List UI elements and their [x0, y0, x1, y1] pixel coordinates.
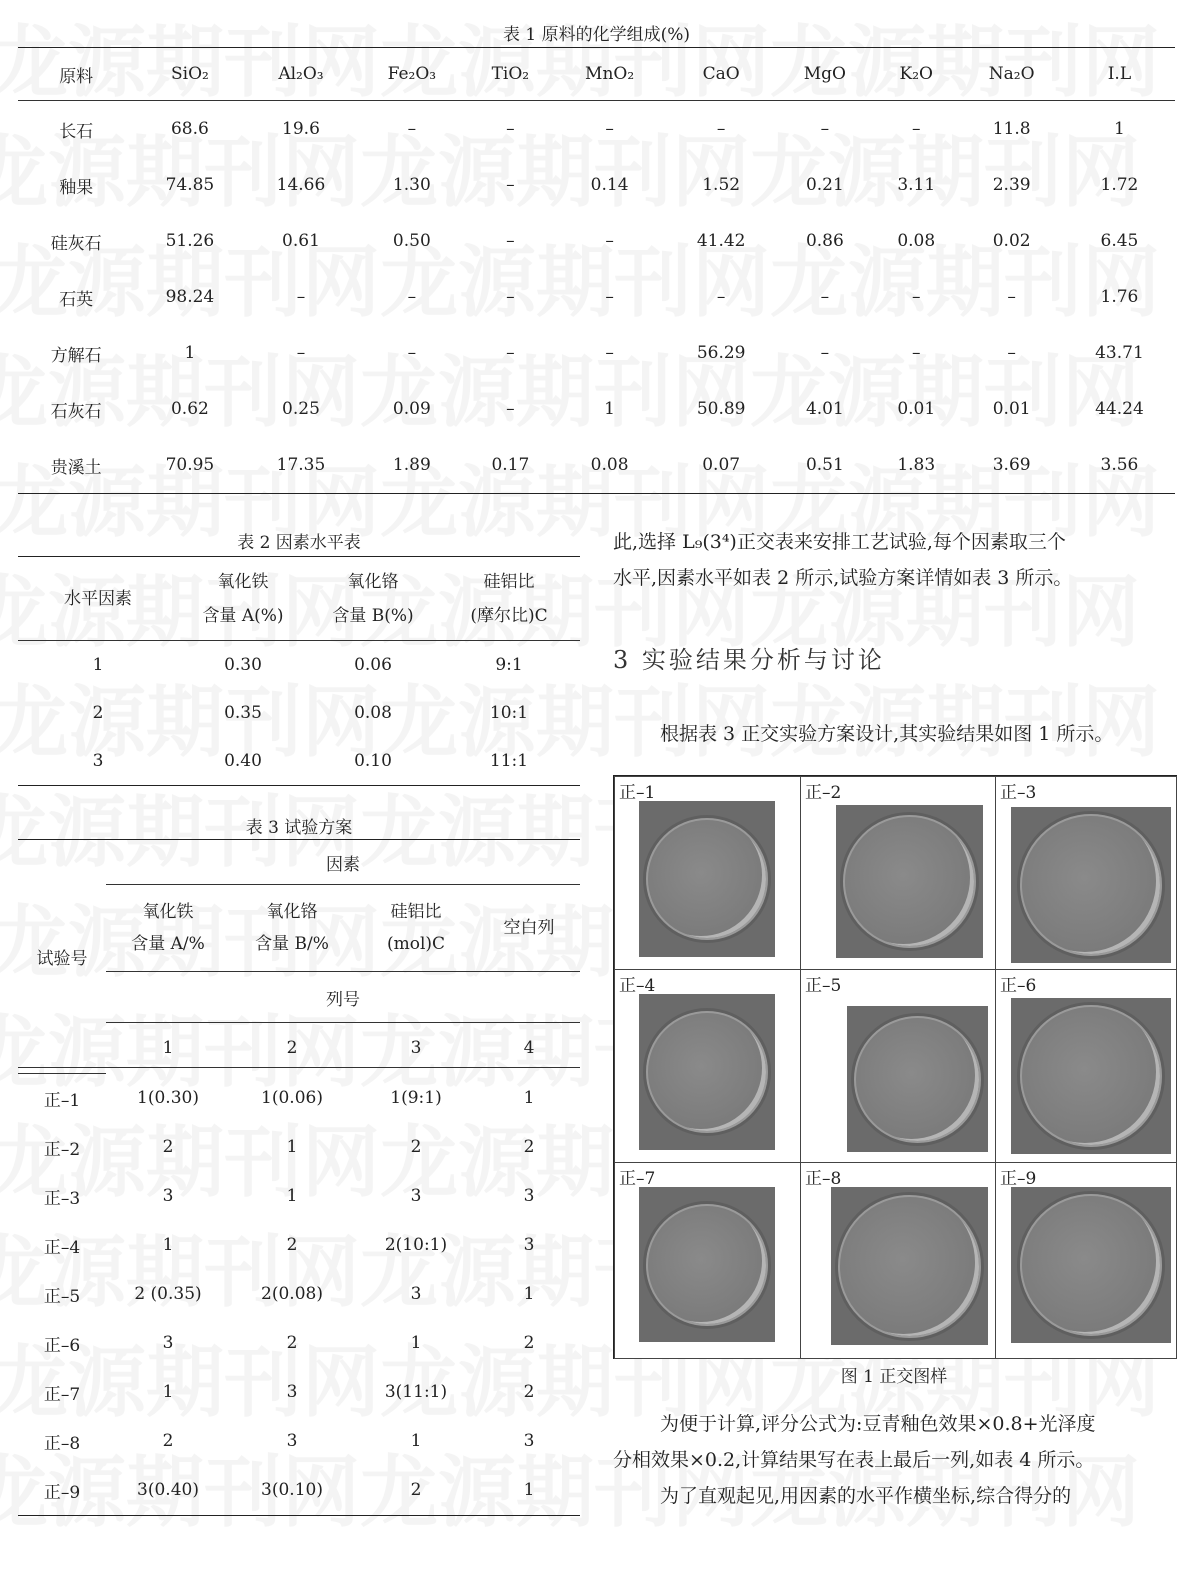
table1-cell: 44.24	[1095, 399, 1144, 419]
table3-cell: 3	[523, 1186, 535, 1206]
table3-caption: 表 3 试验方案	[245, 818, 353, 838]
sample-disc	[1020, 814, 1162, 956]
table2-header-line: 硅铝比	[483, 571, 535, 592]
figure1-cell-label: 正–4	[619, 976, 656, 996]
table3-cell: 正–8	[43, 1433, 81, 1454]
table1-cell: 长石	[59, 121, 94, 142]
table3-col-header-line: 氧化铁	[142, 902, 194, 922]
table-row	[18, 1123, 580, 1172]
table1-cell: 1.76	[1100, 287, 1139, 307]
table1-cell: 0.01	[897, 399, 936, 419]
figure1-cell-label: 正–6	[1000, 976, 1037, 996]
table-row	[18, 1466, 580, 1516]
table1-cell: 硅灰石	[50, 233, 102, 254]
table1-cell: –	[506, 399, 515, 419]
table1-header: TiO₂	[491, 64, 530, 84]
table3-cell: 2(0.08)	[261, 1284, 323, 1304]
sample-disc	[1020, 1005, 1162, 1147]
figure1-cell	[614, 969, 801, 1163]
table1-cell: –	[407, 287, 417, 307]
table-row	[18, 381, 1175, 437]
table2-header-line: 含量 B(%)	[332, 605, 414, 626]
table3-cell: 1	[410, 1431, 422, 1451]
table2-header: 水平因素	[64, 588, 132, 609]
sample-photo	[1011, 1187, 1171, 1343]
table1-cell: 6.45	[1100, 231, 1139, 251]
table1-cell: 0.61	[282, 231, 320, 251]
table1-cell: 方解石	[50, 345, 102, 366]
table1-cell: 1	[604, 399, 615, 419]
table2-cell: 0.35	[224, 703, 262, 723]
table-row	[18, 1172, 580, 1221]
table3-cell: 正–3	[43, 1188, 81, 1209]
table1-cell: 0.25	[282, 399, 320, 419]
table-row	[18, 213, 1175, 269]
table3-rule	[18, 1067, 580, 1068]
table1-cell: –	[296, 343, 306, 363]
table1-cell: 14.66	[276, 175, 326, 195]
table1-cell: 19.6	[282, 119, 320, 139]
table2-cell: 1	[92, 655, 104, 675]
table-row	[18, 157, 1175, 213]
table3-cell: 正–4	[43, 1237, 81, 1258]
table3-col-header	[106, 885, 230, 972]
table2-header-line: (摩尔比)C	[470, 605, 548, 626]
table3-cell: 2	[523, 1137, 535, 1157]
table1-cell: 0.09	[392, 399, 431, 419]
table1-header: SiO₂	[170, 64, 209, 84]
table3-factor-header: 因素	[106, 840, 580, 885]
table1-cell: 41.42	[696, 231, 746, 251]
table1-cell: 3.56	[1100, 455, 1139, 475]
table1-cell: –	[820, 119, 830, 139]
figure1-cell-label: 正–7	[619, 1169, 656, 1189]
table3-col-number: 3	[410, 1038, 422, 1058]
table2-cell: 0.08	[354, 703, 392, 723]
table-row	[18, 437, 1175, 494]
table1-cell: 1.30	[392, 175, 431, 195]
table3-cell: 2	[410, 1137, 422, 1157]
table3-cell: 2	[286, 1333, 298, 1353]
table1-cell: –	[605, 287, 614, 307]
sample-photo	[639, 994, 775, 1150]
table1-cell: 0.86	[805, 231, 844, 251]
table1-cell: –	[605, 343, 614, 363]
table3-col-header-line: 含量 A/%	[131, 934, 205, 954]
table2-cell: 2	[92, 703, 104, 723]
table3-col-number: 1	[162, 1038, 174, 1058]
table-row	[18, 641, 580, 690]
table1-cell: –	[605, 119, 614, 139]
table1-header: Na₂O	[988, 64, 1035, 84]
sample-disc	[854, 1016, 981, 1143]
table1-cell: 0.62	[170, 399, 209, 419]
table1-cell: –	[716, 119, 726, 139]
table3-col-header	[230, 885, 354, 972]
table1-header: 原料	[59, 66, 94, 87]
table1-cell: –	[506, 287, 515, 307]
table1-cell: 17.35	[276, 455, 326, 475]
figure1-cell	[800, 1162, 996, 1359]
table3-cell: 1(9:1)	[390, 1087, 442, 1108]
paragraph-1-line-2: 水平,因素水平如表 2 所示,试验方案详情如表 3 所示。	[613, 567, 1073, 589]
table1-cell: 1	[1114, 119, 1125, 139]
table1-cell: 1	[184, 343, 196, 363]
table3-col-no-header: 列号	[106, 972, 580, 1023]
table2-cell: 0.06	[354, 655, 392, 675]
figure1-cell-label: 正–8	[805, 1169, 842, 1189]
table1-header: MgO	[803, 64, 846, 84]
figure1-caption: 图 1 正交图样	[840, 1367, 948, 1387]
table3-cell: 3	[286, 1382, 298, 1402]
table1-cell: 石英	[59, 289, 94, 310]
table-row	[18, 1073, 580, 1123]
table3-blank-header: 空白列	[478, 885, 580, 972]
table1-cell: 0.07	[702, 455, 741, 475]
sample-disc	[646, 1011, 768, 1133]
table1-cell: 68.6	[170, 119, 209, 139]
table3-cell: 3	[523, 1235, 535, 1255]
sample-photo	[639, 801, 775, 957]
table1-cell: 70.95	[165, 455, 215, 475]
table2-header	[178, 557, 308, 641]
sample-photo	[1011, 998, 1171, 1154]
table3-cell: 2 (0.35)	[134, 1284, 202, 1304]
table3-cell: 3(0.40)	[137, 1480, 199, 1500]
table3-col-header	[354, 885, 478, 972]
table1-cell: –	[820, 343, 830, 363]
table2-header-line: 含量 A(%)	[202, 605, 284, 626]
sample-disc	[646, 1204, 768, 1326]
table2-cell: 3	[92, 751, 104, 771]
figure1-cell	[800, 776, 996, 970]
table1-cell: –	[506, 231, 515, 251]
table3-col-header-line: 氧化铬	[266, 902, 318, 922]
table-row	[18, 1417, 580, 1466]
table3-cell: 正–2	[43, 1139, 81, 1160]
table3-cell: 2(10:1)	[384, 1235, 448, 1255]
table1-cell: –	[407, 343, 417, 363]
table1-cell: 51.26	[165, 231, 215, 251]
table1-caption: 表 1 原料的化学组成(%)	[502, 25, 691, 45]
figure1-cell-label: 正–9	[1000, 1169, 1037, 1189]
table3-cell: 正–1	[43, 1090, 81, 1111]
figure1-cell-label: 正–1	[619, 783, 656, 803]
table1-cell: –	[1007, 287, 1016, 307]
table1-cell: 1.83	[897, 455, 936, 475]
paragraph-2: 根据表 3 正交实验方案设计,其实验结果如图 1 所示。	[660, 723, 1114, 745]
sample-disc	[843, 815, 976, 948]
table-row	[18, 1319, 580, 1368]
paragraph-4-line-1: 为了直观起见,用因素的水平作横坐标,综合得分的	[660, 1485, 1072, 1507]
table3-cell: 2	[410, 1480, 422, 1500]
table1-cell: 2.39	[992, 175, 1031, 195]
table1-cell: –	[1007, 343, 1016, 363]
table2	[18, 556, 580, 786]
table2-cell: 0.40	[224, 751, 262, 771]
table3-cell: 3	[410, 1284, 422, 1304]
figure1-cell	[995, 969, 1177, 1163]
table3-cell: 3	[286, 1431, 298, 1451]
table1-cell: 50.89	[696, 399, 746, 419]
table3-cell: 正–5	[43, 1286, 81, 1307]
table1-header: I.L	[1107, 64, 1132, 84]
table3-col-header-line: 硅铝比	[390, 902, 442, 922]
table2-caption: 表 2 因素水平表	[237, 533, 361, 553]
table1-cell: 0.50	[392, 231, 431, 251]
figure1-cell-label: 正–3	[1000, 783, 1037, 803]
table1-cell: 3.11	[897, 175, 936, 195]
table2-cell: 0.10	[354, 751, 392, 771]
table1-cell: 1.72	[1100, 175, 1139, 195]
table1-cell: –	[912, 287, 921, 307]
table1-cell: –	[506, 175, 515, 195]
table1-header: Al₂O₃	[278, 64, 324, 84]
table2-cell: 10:1	[489, 703, 529, 723]
figure1-cell	[995, 776, 1177, 970]
table3-cell: 1	[410, 1333, 422, 1353]
table-row	[18, 1221, 580, 1270]
table3-cell: 1	[162, 1235, 174, 1255]
table3-cell: 1	[523, 1087, 535, 1108]
table-row	[18, 325, 1175, 381]
table-row	[18, 1368, 580, 1417]
paragraph-3-line-1: 为便于计算,评分公式为:豆青釉色效果×0.8+光泽度	[660, 1413, 1096, 1435]
table3-cell: 2	[162, 1137, 174, 1157]
table1-cell: –	[820, 287, 830, 307]
table3-cell: 3(11:1)	[384, 1382, 448, 1402]
table1-header: Fe₂O₃	[387, 64, 437, 84]
table3-cell: 2	[523, 1382, 535, 1402]
table3-cell: 3(0.10)	[261, 1480, 323, 1500]
table3-cell: 2	[162, 1431, 174, 1451]
figure1-cell	[800, 969, 996, 1163]
table2-header-line: 氧化铬	[347, 571, 399, 592]
table1-cell: –	[506, 119, 515, 139]
paragraph-1-line-1: 此,选择 L₉(3⁴)正交表来安排工艺试验,每个因素取三个	[613, 531, 1066, 553]
table1-cell: 0.01	[992, 399, 1031, 419]
table3-cell: 2	[286, 1235, 298, 1255]
table3-cell: 正–7	[43, 1384, 81, 1405]
table1-header: MnO₂	[585, 64, 635, 84]
table3	[18, 839, 580, 1516]
table2-header-line: 氧化铁	[217, 571, 269, 592]
sample-photo	[831, 1187, 988, 1345]
table-row	[18, 101, 1175, 158]
table3-cell: 正–6	[43, 1335, 81, 1356]
table1-cell: 1.52	[702, 175, 741, 195]
table3-cell: 3	[410, 1186, 422, 1206]
paragraph-3-line-2: 分相效果×0.2,计算结果写在表上最后一列,如表 4 所示。	[613, 1449, 1095, 1471]
table2-cell: 0.30	[224, 655, 262, 675]
table1-cell: 0.08	[590, 455, 629, 475]
table3-cell: 1(0.06)	[261, 1087, 323, 1108]
table3-col-header-line: (mol)C	[386, 934, 446, 954]
table3-cell: 1	[162, 1382, 174, 1402]
table1-cell: 0.51	[805, 455, 844, 475]
section-heading: 3 实验结果分析与讨论	[613, 646, 885, 674]
table-row	[18, 737, 580, 786]
table3-cell: 正–9	[43, 1482, 81, 1503]
table1-cell: 98.24	[165, 287, 215, 307]
table3-cell: 1	[523, 1284, 535, 1304]
table3-cell: 2	[523, 1333, 535, 1353]
table1-cell: 11.8	[992, 119, 1031, 139]
table-row	[18, 1270, 580, 1319]
figure1-cell-label: 正–2	[805, 783, 842, 803]
table1-cell: –	[407, 119, 417, 139]
table2-cell: 9:1	[495, 655, 523, 675]
table1-cell: 3.69	[992, 455, 1031, 475]
sample-photo	[847, 1006, 988, 1152]
table3-col-number: 4	[523, 1038, 535, 1058]
table1-cell: 1.89	[392, 455, 431, 475]
figure1-cell	[614, 776, 801, 970]
table3-cell: 1	[286, 1137, 298, 1157]
figure1-cell-label: 正–5	[805, 976, 842, 996]
table1-cell: 0.02	[992, 231, 1031, 251]
table1-cell: –	[912, 119, 921, 139]
table2-cell: 11:1	[489, 751, 529, 771]
sample-disc	[838, 1195, 981, 1338]
table2-header	[438, 557, 580, 641]
table1-cell: –	[605, 231, 614, 251]
figure1-grid	[613, 775, 1177, 1359]
sample-disc	[1020, 1194, 1162, 1336]
sample-disc	[646, 818, 768, 940]
table-row	[18, 689, 580, 737]
table3-cell: 1(0.30)	[137, 1087, 199, 1108]
table2-header	[308, 557, 438, 641]
table1-cell: –	[296, 287, 306, 307]
table3-col-number: 2	[286, 1038, 298, 1058]
table1-cell: 0.08	[897, 231, 936, 251]
table3-col-header-line: 含量 B/%	[255, 934, 329, 954]
table3-cell: 3	[162, 1333, 174, 1353]
table1-cell: 4.01	[805, 399, 844, 419]
table1-cell: 0.21	[805, 175, 844, 195]
table1-cell: 石灰石	[50, 401, 102, 422]
sample-photo	[1011, 807, 1171, 963]
figure1-cell	[995, 1162, 1177, 1359]
table1-cell: –	[506, 343, 515, 363]
table1-cell: 43.71	[1095, 343, 1144, 363]
table1-cell: 0.14	[590, 175, 629, 195]
sample-photo	[639, 1187, 775, 1342]
table1-cell: 贵溪土	[50, 457, 102, 478]
table1-cell: 0.17	[491, 455, 530, 475]
table3-trial-no-header: 试验号	[18, 840, 106, 1074]
table1-cell: 56.29	[696, 343, 746, 363]
figure1-cell	[614, 1162, 801, 1359]
table-row	[18, 269, 1175, 325]
table1-header: K₂O	[899, 64, 933, 84]
table3-cell: 1	[523, 1480, 535, 1500]
table3-cell: 1	[286, 1186, 298, 1206]
table1-cell: –	[912, 343, 921, 363]
table1-cell: 74.85	[165, 175, 215, 195]
table1-header: CaO	[702, 64, 740, 84]
table1-cell: 釉果	[59, 177, 94, 198]
sample-photo	[836, 805, 983, 958]
table1	[18, 47, 1175, 494]
table3-cell: 3	[523, 1431, 535, 1451]
table3-cell: 3	[162, 1186, 174, 1206]
table1-cell: –	[716, 287, 726, 307]
